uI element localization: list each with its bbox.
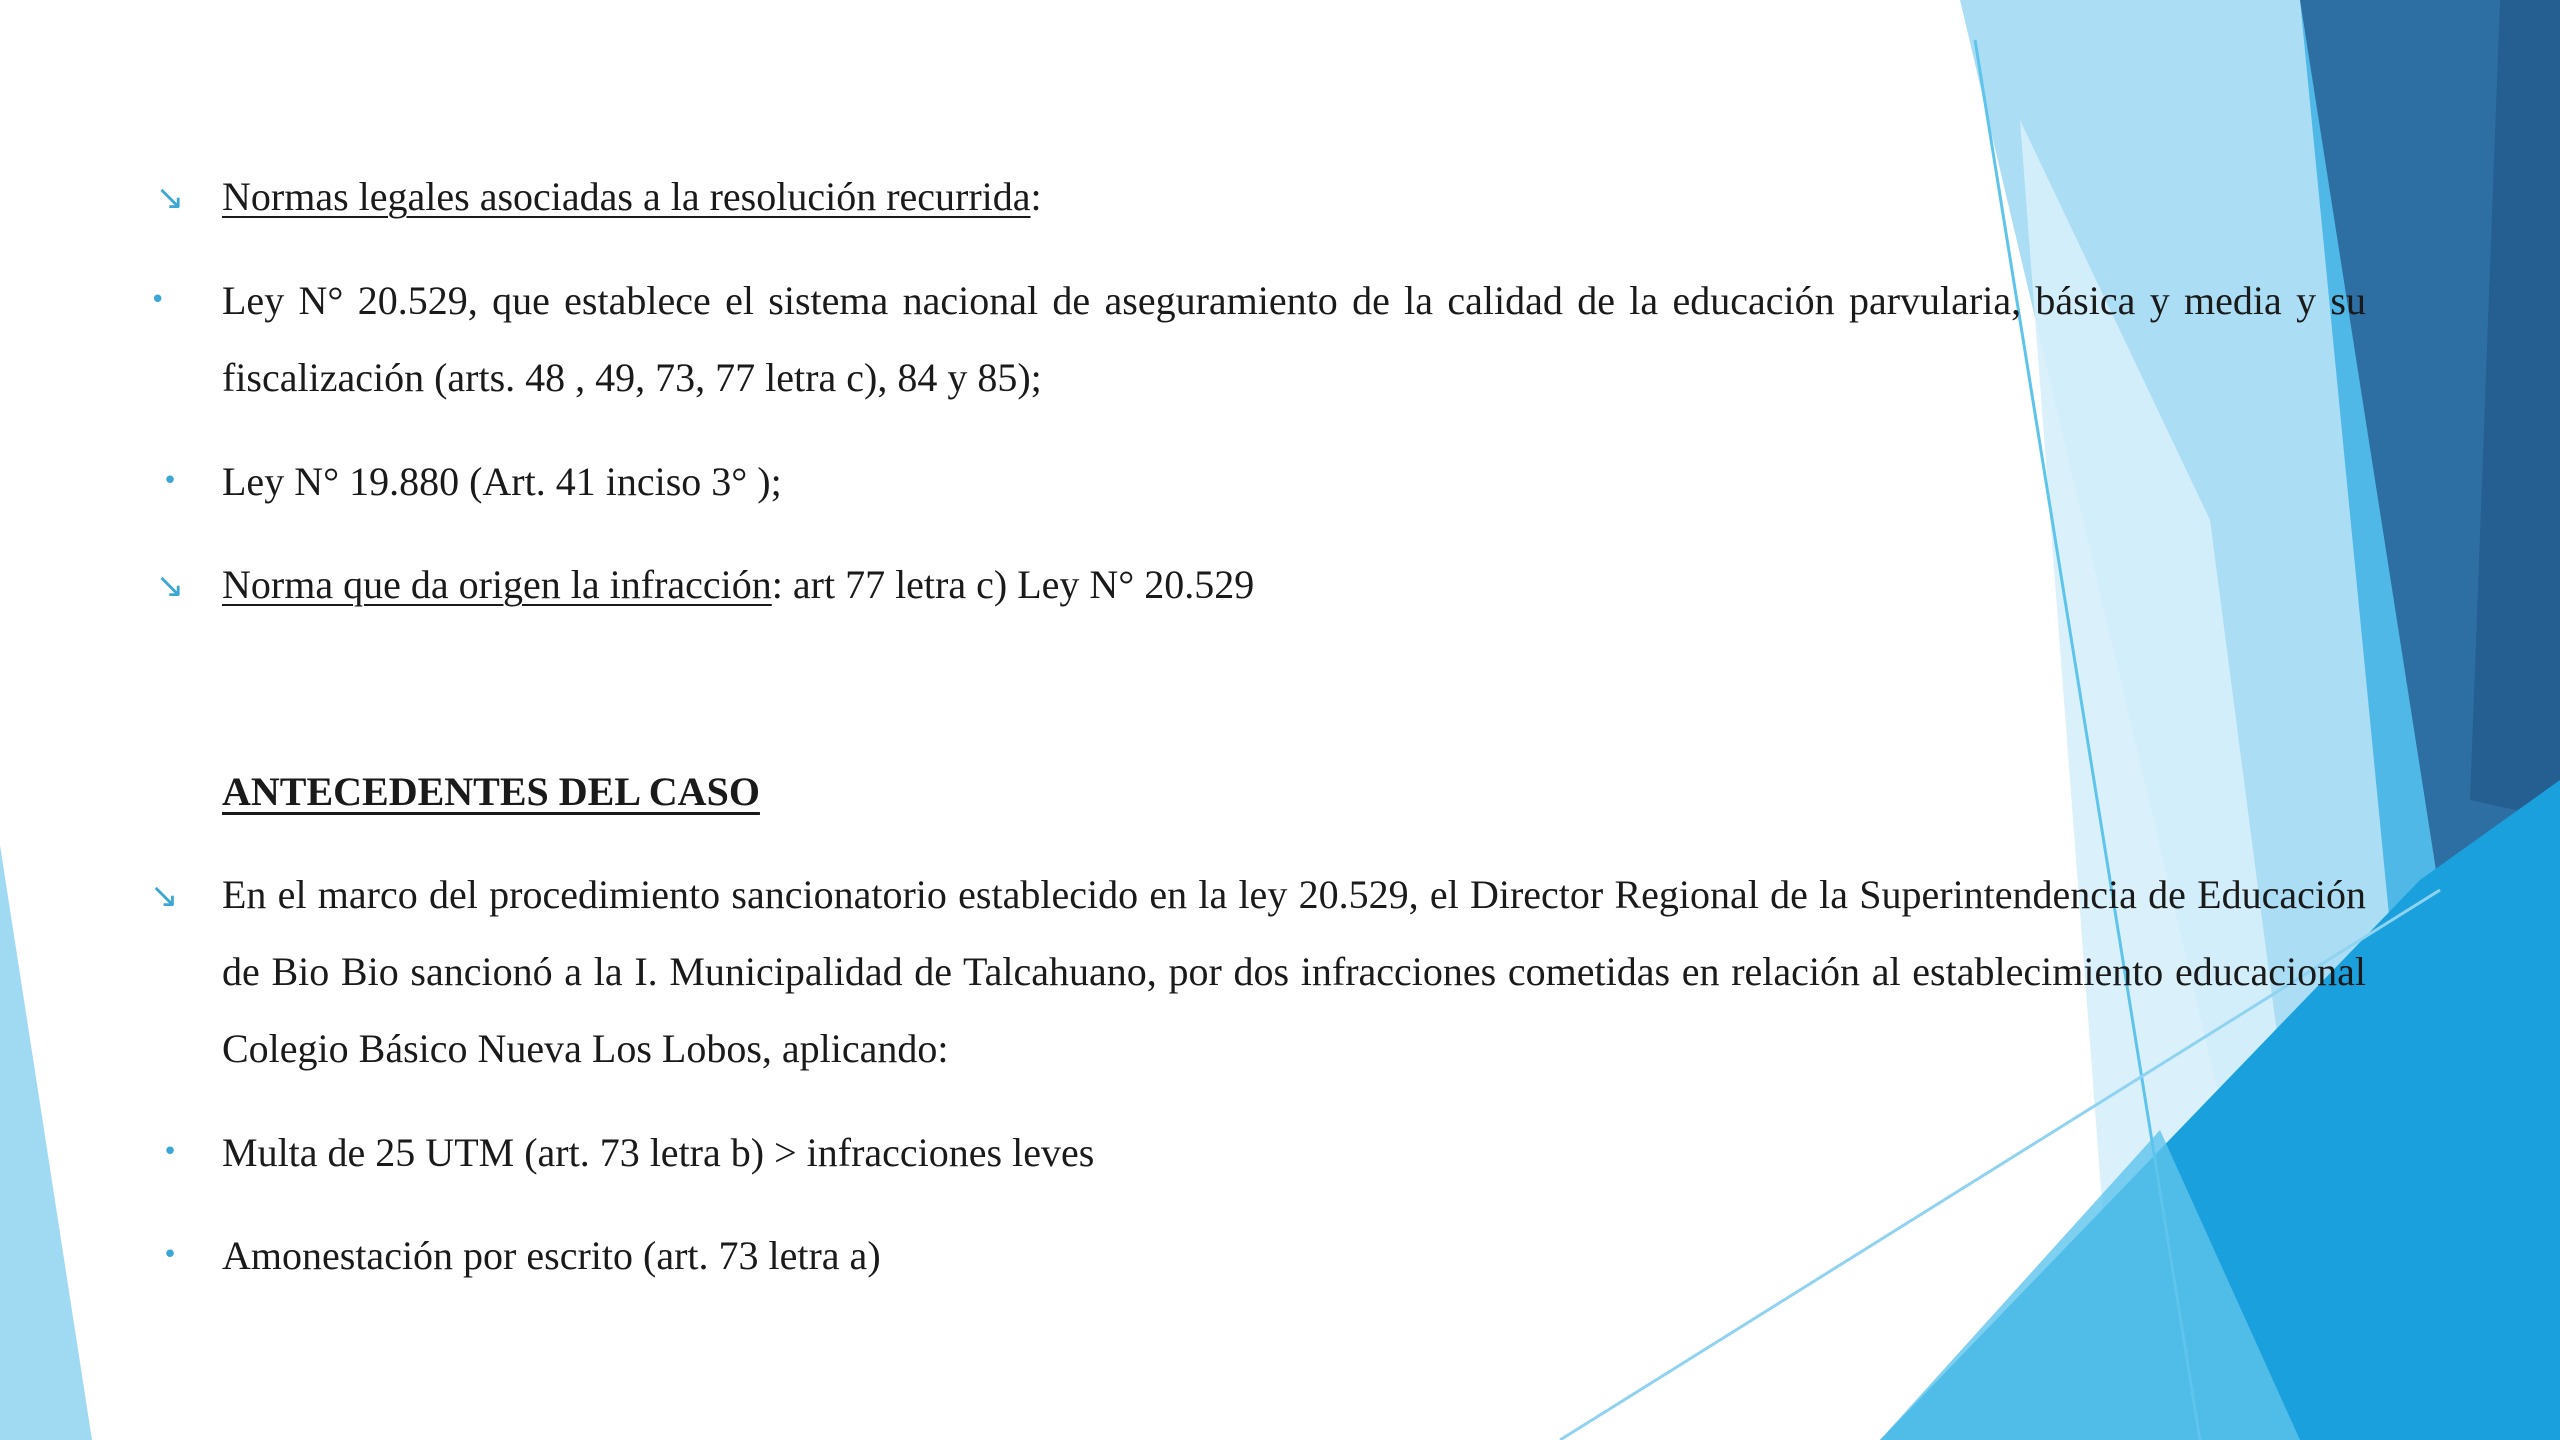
reprimand-text: Amonestación por escrito (art. 73 letra a) — [222, 1233, 881, 1278]
section-heading — [222, 753, 2366, 830]
dot-bullet-icon: • — [162, 1137, 178, 1167]
bullet-fine — [162, 1114, 2366, 1191]
bullet-legal-norms — [155, 158, 2366, 235]
legal-norms-label: Normas legales asociadas a la resolución recurrida — [222, 174, 1031, 219]
heading-antecedentes: ANTECEDENTES DEL CASO — [222, 769, 760, 814]
dot-bullet-icon: • — [150, 285, 166, 315]
dot-bullet-icon: • — [162, 1240, 178, 1270]
arrow-bullet-icon: ↘ — [150, 876, 179, 916]
arrow-bullet-icon: ↘ — [155, 566, 185, 606]
infraction-norm-label: Norma que da origen la infracción — [222, 562, 772, 607]
bullet-ley-19880 — [162, 443, 2366, 520]
ley-19880-text: Ley N° 19.880 (Art. 41 inciso 3° ); — [222, 459, 782, 504]
ley-20529-text: Ley N° 20.529, que establece el sistema nacional de aseguramiento de la calidad de la educación parvularia, básica y media y su fiscalización (arts. 48 , 49, 73, 77 letra c), 84 y 85); — [222, 278, 2366, 400]
infraction-norm-suffix: : art 77 letra c) Ley N° 20.529 — [771, 562, 1255, 607]
dot-bullet-icon: • — [162, 466, 178, 496]
fine-text: Multa de 25 UTM (art. 73 letra b) > infracciones leves — [222, 1130, 1095, 1175]
case-background-text: En el marco del procedimiento sancionatorio establecido en la ley 20.529, el Director Regional de la Superintendencia de Educación de Bio Bio sancionó a la I. Municipalidad de Talcahuano, por dos infracciones cometidas en relación al establecimiento educacional Colegio Básico Nueva Los Lobos, aplicando: — [222, 872, 2366, 1071]
bullet-ley-20529 — [150, 262, 2366, 416]
bullet-reprimand — [162, 1217, 2366, 1294]
arrow-bullet-icon: ↘ — [155, 178, 185, 218]
legal-norms-suffix: : — [1030, 174, 1042, 219]
bullet-infraction-norm — [155, 546, 2366, 623]
bullet-case-background — [150, 856, 2366, 1087]
